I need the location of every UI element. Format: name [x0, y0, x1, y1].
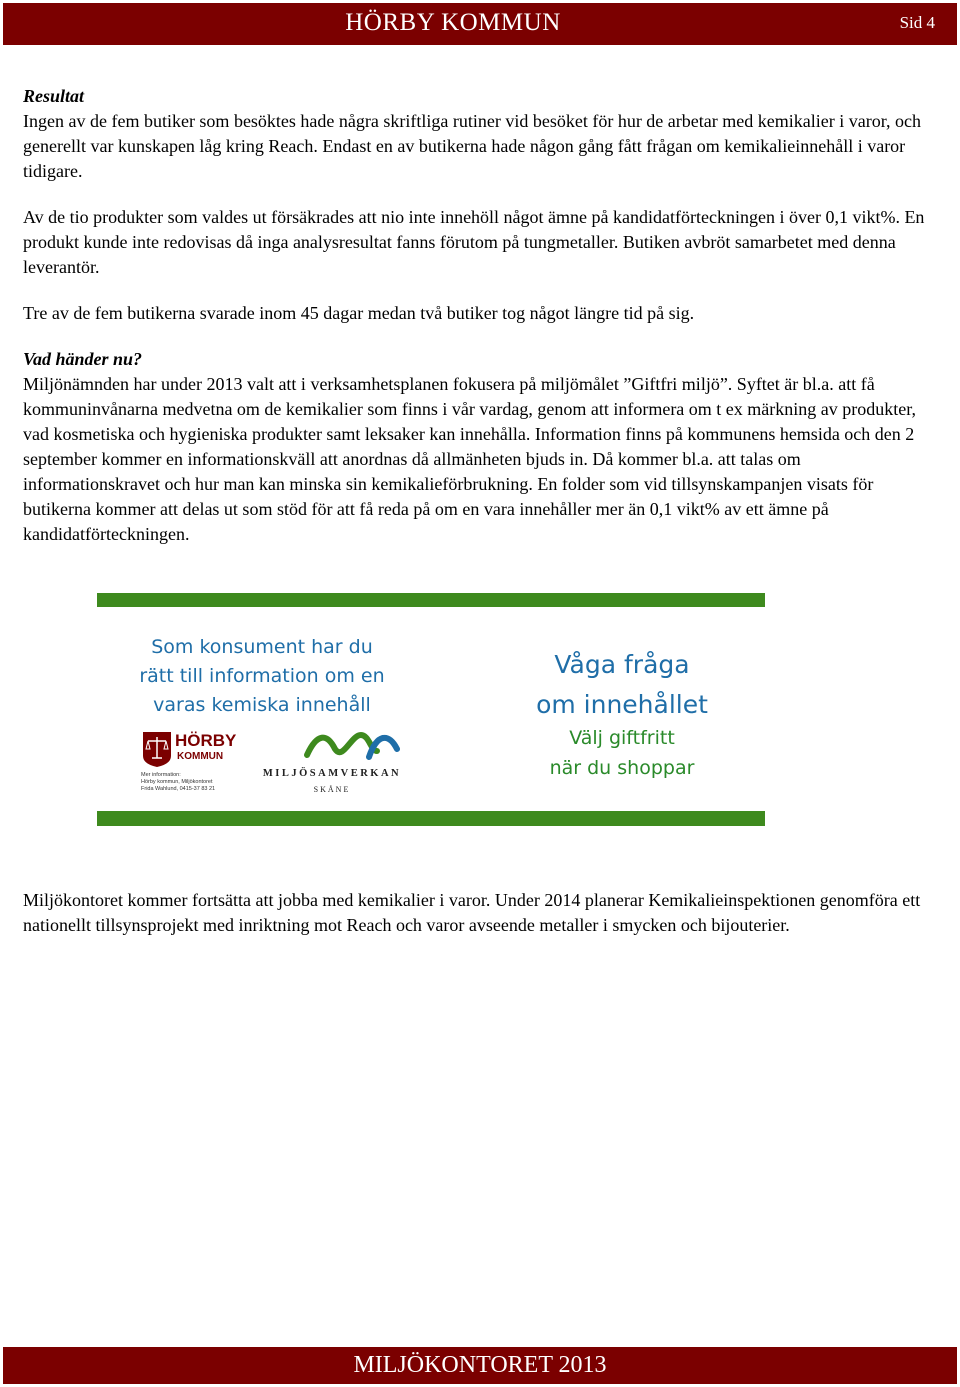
- right-sub-line-2: när du shoppar: [549, 757, 695, 779]
- contact-info-line-1: Mer information:: [141, 772, 181, 778]
- contact-info-line-2: Hörby kommun, Miljökontoret: [141, 779, 213, 785]
- kommun-logo-text: KOMMUN: [177, 751, 224, 762]
- miljosamverkan-wave-icon: [297, 725, 417, 765]
- page-header: [3, 3, 957, 45]
- result-paragraph-3: Tre av de fem butikerna svarade inom 45 dagar medan två butiker tog något längre tid på sig.: [23, 303, 695, 323]
- banner-bottom-bar: [97, 811, 765, 826]
- banner-top-bar: [97, 593, 765, 607]
- banner-right-subtitle: [487, 723, 757, 783]
- right-sub-line-1: Välj giftfritt: [569, 727, 675, 749]
- next-heading: Vad händer nu?: [23, 349, 143, 369]
- campaign-banner: [97, 593, 765, 828]
- result-heading: Resultat: [23, 86, 85, 106]
- result-paragraph-2: Av de tio produkter som valdes ut försäkrades att nio inte innehöll något ämne på kandidatförteckningen i över 0,1 vikt%. En produkt kunde inte redovisas då inga analysresultat fanns förutom på tungmetaller. Butiken avbröt samarbetet med denna leverantör.: [23, 207, 925, 277]
- result-paragraph-1: Ingen av de fem butiker som besöktes hade några skriftliga rutiner vid besöket för hur de arbetar med kemikalier i varor, och generellt var kunskapen låg kring Reach. Endast en av butikerna hade någon gång fått frågan om kemikalieinnehåll i varor tidigare.: [23, 111, 921, 181]
- right-title-line-2: om innehållet: [536, 690, 708, 719]
- right-title-line-1: Våga fråga: [554, 650, 690, 679]
- scales-icon: [141, 730, 173, 768]
- header-title: HÖRBY KOMMUN: [345, 9, 561, 36]
- footer-text: MILJÖKONTORET 2013: [353, 1352, 607, 1378]
- next-paragraph: Miljönämnden har under 2013 valt att i verksamhetsplanen fokusera på miljömålet ”Giftfri miljö”. Syftet är bl.a. att få kommuninvånarna medvetna om de kemikalier som finns i vår vardag, genom att informera om t ex märkning av produkter, vad kosmetiska och hygieniska produkter samt leksaker kan innehålla. Information finns på kommunens hemsida och den 2 september kommer en informationskväll att anordnas då allmänheten bjuds in. Då kommer bl.a. att talas om informationskravet och hur man kan minska sin kemikalieförbrukning. En folder som vid tillsynskampanjen visats för butikerna kommer att delas ut som stöd för att få reda på om en vara innehåller mer än 0,1 vikt% av ett ämne på kandidatförteckningen.: [23, 374, 917, 544]
- main-content: [23, 84, 935, 547]
- horby-logo-text: HÖRBY: [175, 731, 237, 750]
- slogan-line-3: varas kemiska innehåll: [153, 694, 371, 716]
- slogan-line-2: rätt till information om en: [139, 665, 385, 687]
- miljosamverkan-region: SKÅNE: [313, 785, 351, 794]
- page-footer: [3, 1347, 957, 1384]
- contact-info-line-3: Frida Wahlund, 0415-37 83 21: [141, 786, 216, 792]
- banner-right-title: [487, 645, 757, 725]
- banner-left-slogan: [127, 633, 397, 720]
- horby-kommun-logo: [141, 730, 241, 770]
- page-number: Sid 4: [899, 13, 935, 32]
- slogan-line-1: Som konsument har du: [151, 636, 373, 658]
- final-paragraph: Miljökontoret kommer fortsätta att jobba med kemikalier i varor. Under 2014 planerar Kemikalieinspektionen genomföra ett nationellt tillsynsprojekt med inriktning mot Reach och varor avseende metaller i smycken och bijouterier.: [23, 890, 921, 935]
- miljosamverkan-name: MILJÖSAMVERKAN: [262, 768, 402, 779]
